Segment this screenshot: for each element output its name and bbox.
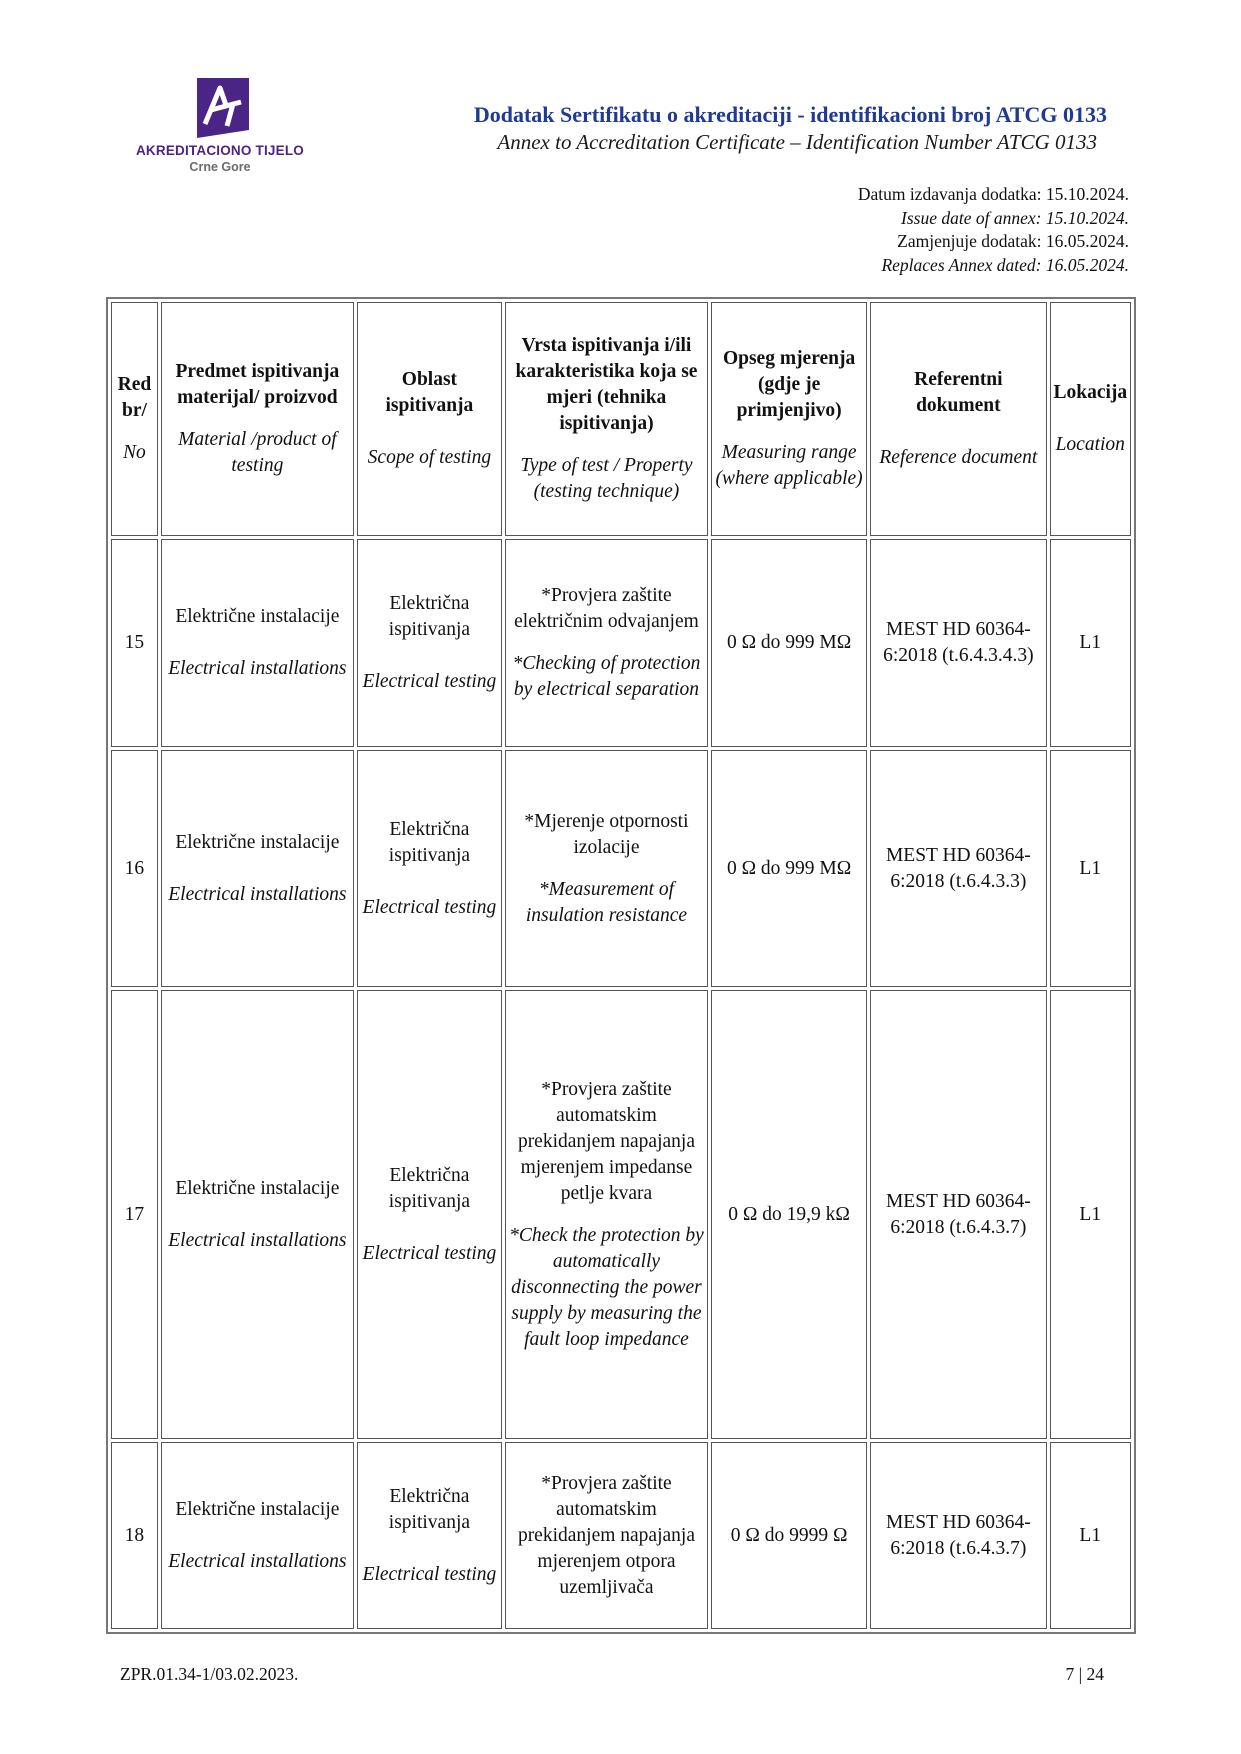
table-row [111,539,1131,748]
accreditation-scope-table [106,297,1136,1634]
header-type: Vrsta ispitivanja i/ili karakteristika koja se mjeri (tehnika ispitivanja) Type of test / Property (testing technique) [505,302,708,536]
cell-reference: MEST HD 60364-6:2018 (t.6.4.3.4.3) [870,539,1046,748]
accreditation-logo [120,78,320,182]
cell-type: *Provjera zaštite automatskim prekidanjem napajanja mjerenjem impedanse petlje kvara *Check the protection by automatically disconnecting the power supply by measuring the fault loop impedance [505,990,708,1439]
footer-page-number: 7 | 24 [1065,1664,1104,1684]
header-reference: Referentni dokument Reference document [870,302,1046,536]
cell-material: Električne instalacije Electrical installations [161,1442,354,1629]
cell-type: *Provjera zaštite automatskim prekidanjem napajanja mjerenjem otpora uzemljivača [505,1442,708,1629]
logo-name: AKREDITACIONO TIJELO [135,143,304,158]
header-no: Red br/ No [111,302,158,536]
cell-location: L1 [1050,750,1132,987]
cell-material: Električne instalacije Electrical installations [161,750,354,987]
logo-subname: Crne Gore [189,160,251,174]
cell-type: *Mjerenje otpornosti izolacije *Measurement of insulation resistance [505,750,708,987]
cell-material: Električne instalacije Electrical installations [161,990,354,1439]
cell-material: Električne instalacije Electrical installations [161,539,354,748]
cell-location: L1 [1050,990,1132,1439]
cell-scope: Električna ispitivanja Electrical testing [357,990,502,1439]
table-row [111,990,1131,1439]
table-row [111,1442,1131,1629]
cell-reference: MEST HD 60364-6:2018 (t.6.4.3.7) [870,1442,1046,1629]
issue-date: Datum izdavanja dodatka: 15.10.2024. [857,184,1129,204]
cell-location: L1 [1050,1442,1132,1629]
replaces-date-en: Replaces Annex dated: 16.05.2024. [881,255,1129,276]
cell-range: 0 Ω do 9999 Ω [711,1442,867,1629]
footer-doc-code: ZPR.01.34-1/03.02.2023. [120,1664,299,1684]
at-logo-icon [193,78,249,138]
cell-no: 18 [111,1442,158,1629]
cell-no: 15 [111,539,158,748]
cell-range: 0 Ω do 999 MΩ [711,539,867,748]
cell-location: L1 [1050,539,1132,748]
table-row [111,750,1131,987]
cell-scope: Električna ispitivanja Electrical testing [357,539,502,748]
header-material: Predmet ispitivanja materijal/ proizvod Material /product of testing [161,302,354,536]
header-range: Opseg mjerenja (gdje je primjenjivo) Measuring range (where applicable) [711,302,867,536]
cell-no: 17 [111,990,158,1439]
annex-dates [858,183,1129,278]
cell-reference: MEST HD 60364-6:2018 (t.6.4.3.3) [870,750,1046,987]
cell-type: *Provjera zaštite električnim odvajanjem *Checking of protection by electrical separation [505,539,708,748]
replaces-date: Zamjenjuje dodatak: 16.05.2024. [897,231,1129,252]
issue-date-en: Issue date of annex: 15.10.2024. [901,207,1129,228]
cell-range: 0 Ω do 999 MΩ [711,750,867,987]
header-location: Lokacija Location [1050,302,1132,536]
table-header-row [111,302,1131,536]
document-title: Dodatak Sertifikatu o akreditaciji - identifikacioni broj ATCG 0133 [473,102,1107,127]
cell-scope: Električna ispitivanja Electrical testing [357,1442,502,1629]
cell-range: 0 Ω do 19,9 kΩ [711,990,867,1439]
document-subtitle: Annex to Accreditation Certificate – Identification Number ATCG 0133 [497,130,1097,154]
header-scope: Oblast ispitivanja Scope of testing [357,302,502,536]
cell-no: 16 [111,750,158,987]
cell-reference: MEST HD 60364-6:2018 (t.6.4.3.7) [870,990,1046,1439]
cell-scope: Električna ispitivanja Electrical testing [357,750,502,987]
